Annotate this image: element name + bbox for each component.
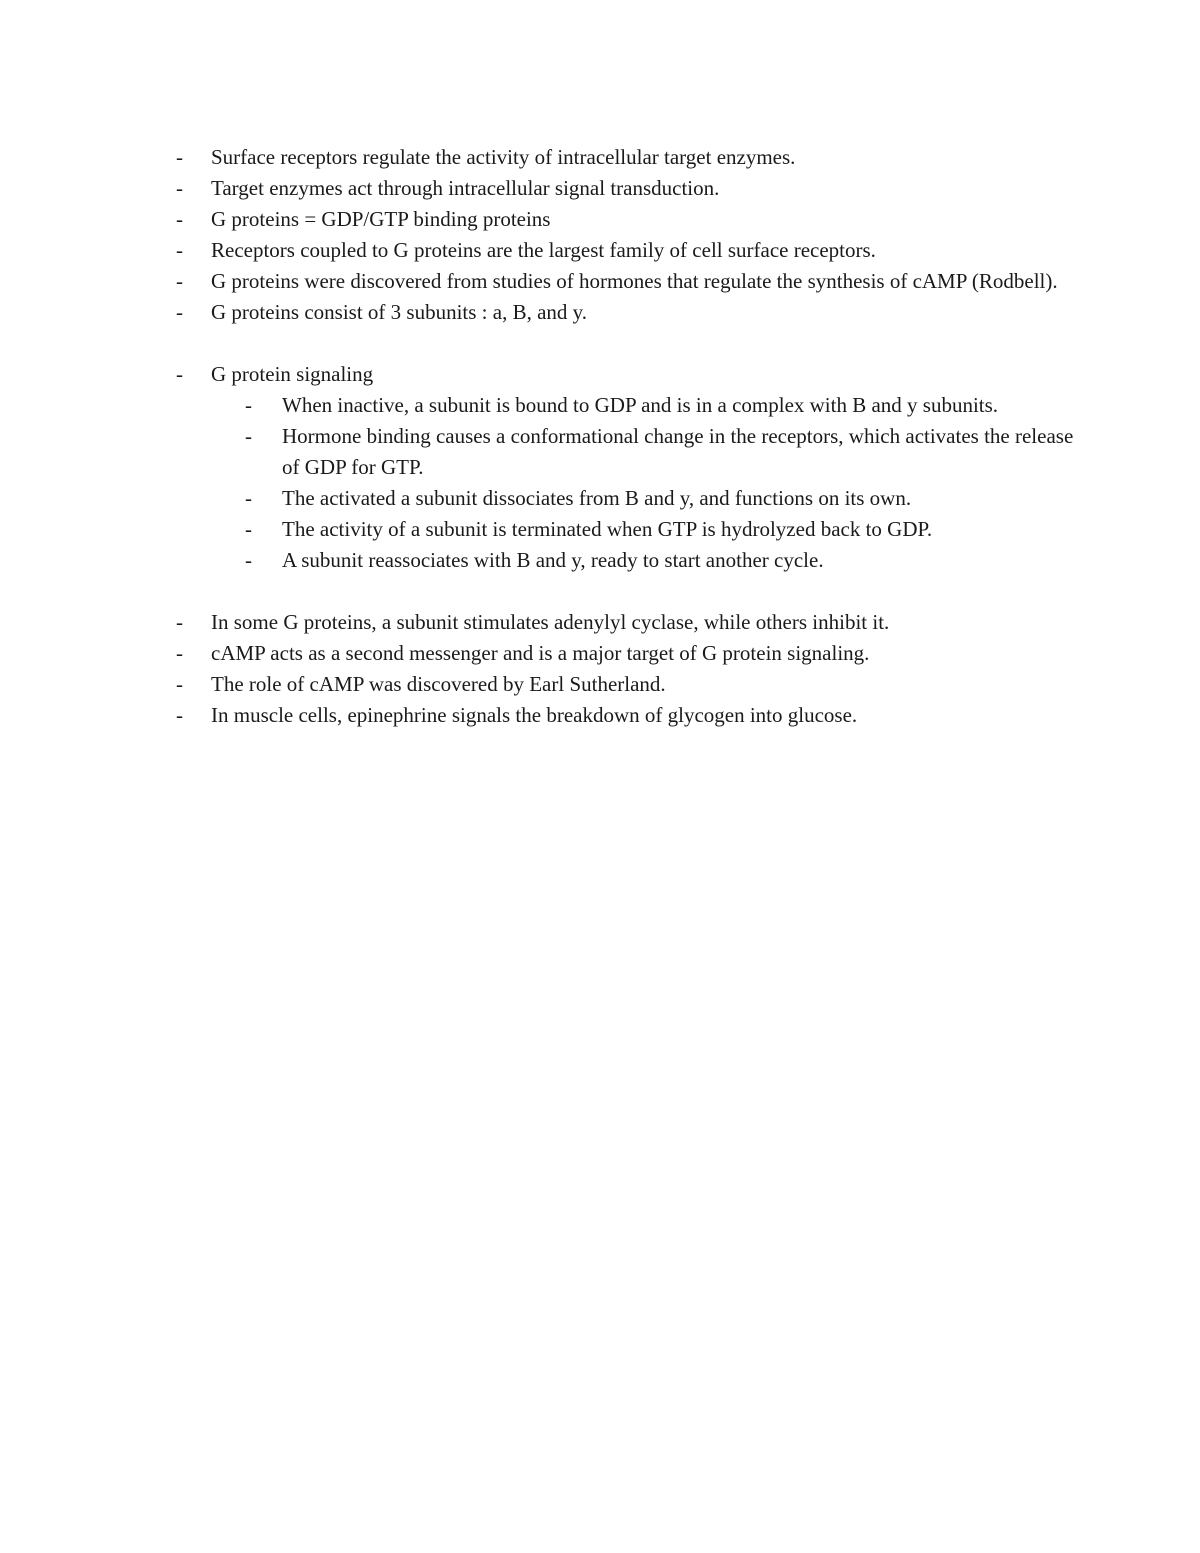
bullet-dash: - [245,486,252,510]
list-item [176,669,1076,700]
list-item-text: The role of cAMP was discovered by Earl Sutherland. [211,672,666,696]
list-item [176,266,1076,297]
list-item [176,607,1076,638]
bullet-dash: - [245,424,252,448]
bullet-dash: - [176,300,183,324]
bullet-dash: - [176,238,183,262]
sub-list-item-text: The activated a subunit dissociates from B and y, and functions on its own. [282,486,912,510]
list-item-text: G proteins consist of 3 subunits : a, B, and y. [211,300,588,324]
list-item-text: G proteins = GDP/GTP binding proteins [211,207,551,231]
sub-bullet-list [211,390,1076,576]
list-item-text: G proteins were discovered from studies of hormones that regulate the synthesis of cAMP (Rodbell). [211,269,1058,293]
list-item [176,700,1076,731]
list-item-text: In some G proteins, a subunit stimulates adenylyl cyclase, while others inhibit it. [211,610,890,634]
bullet-dash: - [176,703,183,727]
bullet-dash: - [245,517,252,541]
bullet-dash: - [176,145,183,169]
paragraph-gap [176,576,1076,607]
list-item [176,173,1076,204]
bullet-dash: - [245,548,252,572]
list-item [176,638,1076,669]
notes-content [176,142,1076,731]
list-item [176,204,1076,235]
list-item-text: G protein signaling [211,362,374,386]
list-item-text: cAMP acts as a second messenger and is a major target of G protein signaling. [211,641,870,665]
sub-list-item-text: Hormone binding causes a conformational change in the receptors, which activates the release of GDP for GTP. [282,424,1074,479]
bullet-dash: - [176,672,183,696]
list-item-text: In muscle cells, epinephrine signals the breakdown of glycogen into glucose. [211,703,858,727]
bullet-dash: - [176,176,183,200]
list-item-text: Target enzymes act through intracellular signal transduction. [211,176,720,200]
paragraph-gap [176,328,1076,359]
bullet-list-camp [176,607,1076,731]
list-item [176,142,1076,173]
list-item-text: Receptors coupled to G proteins are the largest family of cell surface receptors. [211,238,876,262]
bullet-dash: - [245,393,252,417]
sub-list-item [245,545,1076,576]
bullet-dash: - [176,641,183,665]
sub-list-item [245,514,1076,545]
sub-list-item-text: When inactive, a subunit is bound to GDP and is in a complex with B and y subunits. [282,393,999,417]
list-item [176,297,1076,328]
bullet-list-signaling [176,359,1076,576]
bullet-dash: - [176,610,183,634]
bullet-list-intro [176,142,1076,328]
sub-list-item [245,421,1076,483]
list-item-signaling-heading [176,359,1076,576]
sub-list-item [245,390,1076,421]
list-item [176,235,1076,266]
bullet-dash: - [176,362,183,386]
bullet-dash: - [176,207,183,231]
list-item-text: Surface receptors regulate the activity of intracellular target enzymes. [211,145,796,169]
sub-list-item-text: A subunit reassociates with B and y, ready to start another cycle. [282,548,824,572]
bullet-dash: - [176,269,183,293]
sub-list-item [245,483,1076,514]
sub-list-item-text: The activity of a subunit is terminated when GTP is hydrolyzed back to GDP. [282,517,933,541]
